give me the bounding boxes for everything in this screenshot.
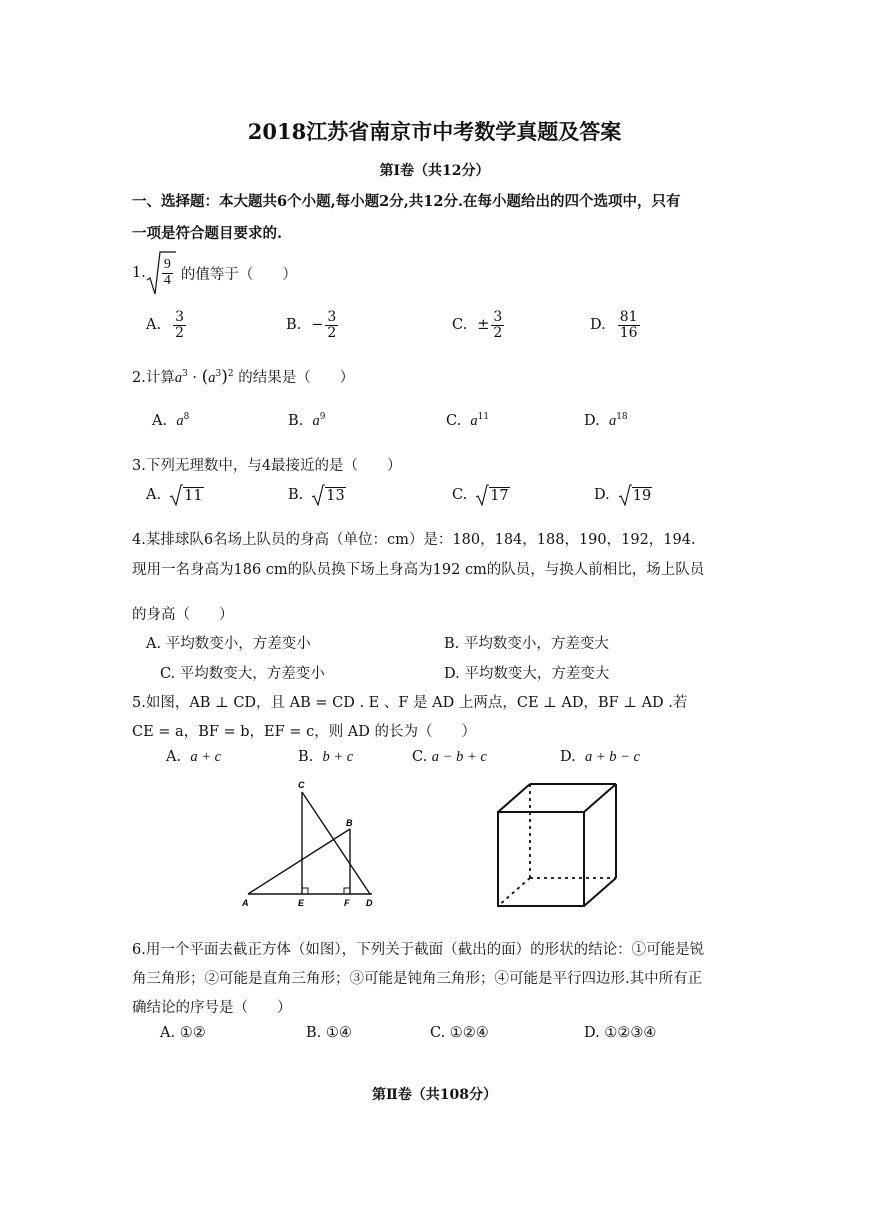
- q3-option-b: [288, 484, 346, 506]
- option-letter: B.: [286, 317, 302, 334]
- option-letter: A.: [146, 487, 162, 503]
- option-letter: D.: [444, 666, 460, 682]
- option-letter: C.: [412, 749, 428, 765]
- option-exp: 9: [319, 412, 326, 422]
- option-letter: D.: [584, 412, 600, 429]
- option-letter: A.: [152, 412, 168, 429]
- frac-den: 2: [493, 324, 503, 341]
- q5-option-a: [166, 749, 221, 766]
- option-radicand: 11: [184, 487, 203, 504]
- sqrt-radical-icon: [169, 484, 183, 506]
- q2-stem: 2.计算$a^3 \cdot (a^3)^2$ 的结果是（ ）: [132, 367, 355, 387]
- q1-radicand-num: 9: [163, 256, 171, 272]
- option-exp: 11: [477, 412, 490, 422]
- q2-exp3: 2: [227, 369, 234, 380]
- option-radicand: 13: [326, 487, 345, 504]
- option-sign: −: [311, 317, 324, 334]
- frac-den: 2: [327, 324, 337, 341]
- option-expr: a + b − c: [584, 749, 640, 765]
- q1-option-c: [452, 310, 506, 340]
- option-letter: D.: [584, 1025, 600, 1041]
- option-letter: B.: [288, 487, 304, 503]
- frac-num: 81: [619, 309, 638, 325]
- q4-option-d: [444, 662, 609, 683]
- cube-edge: [584, 784, 616, 812]
- q3-stem: 3.下列无理数中，与4最接近的是（ ）: [132, 458, 402, 474]
- frac-num: 3: [327, 309, 337, 325]
- right-angle-f-icon: [344, 888, 350, 894]
- option-text: 平均数变大，方差变小: [179, 666, 325, 682]
- option-letter: B.: [298, 749, 314, 765]
- q1-radicand: [162, 258, 173, 288]
- q2-option-c: [446, 412, 489, 430]
- option-exp: 8: [183, 412, 190, 422]
- right-angle-e-icon: [302, 888, 308, 894]
- segment-ab: [248, 829, 350, 894]
- frac-num: 3: [493, 309, 503, 325]
- page-title: 2018江苏省南京市中考数学真题及答案: [247, 119, 622, 144]
- option-text: 平均数变小，方差变大: [463, 636, 609, 652]
- option-letter: B.: [288, 412, 304, 429]
- option-base: a: [608, 412, 617, 429]
- label-e: E: [298, 898, 305, 908]
- label-b: B: [346, 818, 353, 828]
- option-exp: 18: [616, 412, 628, 422]
- q4-line2: 现用一名身高为186 cm的队员换下场上身高为192 cm的队员，与换人前相比，场上队员: [132, 562, 705, 578]
- q2-exp1: 3: [182, 369, 188, 380]
- q6-option-a: [160, 1025, 206, 1041]
- q4-option-b: [444, 632, 609, 653]
- q6-line2: 角三角形；②可能是直角三角形；③可能是钝角三角形；④可能是平行四边形.其中所有正: [132, 971, 703, 987]
- q5-line2: CE = a，BF = b，EF = c，则 AD 的长为（ ）: [132, 724, 477, 740]
- q2-prefix: 2.计算: [132, 370, 175, 386]
- frac-den: 2: [175, 324, 185, 341]
- cube-figure: [490, 778, 630, 912]
- option-radicand: 19: [632, 487, 652, 504]
- option-letter: C.: [160, 666, 176, 682]
- option-text: ①②③④: [604, 1025, 657, 1041]
- q2-base: a: [174, 370, 183, 386]
- frac-den: 16: [619, 324, 638, 341]
- option-expr: a + c: [190, 749, 222, 765]
- q5-option-c: [412, 749, 487, 766]
- option-letter: B.: [306, 1025, 322, 1041]
- label-f: F: [344, 898, 350, 908]
- cube-edge: [584, 878, 616, 906]
- option-letter: A.: [146, 317, 162, 334]
- option-text: ①②④: [449, 1025, 489, 1041]
- q4-option-c: [160, 662, 325, 683]
- q1-stem-text: 的值等于（ ）: [180, 266, 297, 283]
- q1-stem: [132, 250, 297, 296]
- option-letter: A.: [160, 1025, 176, 1041]
- label-d: D: [366, 898, 373, 908]
- q3-option-c: [452, 484, 510, 506]
- q6-option-b: [306, 1025, 352, 1041]
- option-radicand: 17: [490, 487, 509, 504]
- q5-line1: 5.如图，AB ⊥ CD，且 AB = CD . E 、F 是 AD 上两点，CE ⊥ AD，BF ⊥ AD .若: [132, 695, 688, 711]
- q6-line1: 6.用一个平面去截正方体（如图），下列关于截面（截出的面）的形状的结论：①可能是锐: [132, 942, 705, 958]
- frac-num: 3: [175, 309, 185, 325]
- sqrt-radical-icon: [475, 484, 489, 506]
- q1-option-b: [286, 310, 340, 340]
- option-base: a: [470, 412, 478, 429]
- q1-radicand-den: 4: [163, 272, 171, 288]
- option-letter: B.: [444, 636, 460, 652]
- q6-option-d: [584, 1025, 656, 1041]
- q5-geometry-figure: [236, 776, 382, 912]
- option-base: a: [312, 412, 320, 429]
- q6-line3: 确结论的序号是（ ）: [132, 1000, 292, 1016]
- q3-option-d: [594, 484, 652, 506]
- option-text: 平均数变小，方差变小: [165, 636, 311, 652]
- part2-heading: 第Ⅱ卷（共108分）: [371, 1087, 498, 1103]
- option-letter: A.: [146, 636, 162, 652]
- q2-option-a: [152, 412, 189, 430]
- option-text: ①②: [179, 1025, 206, 1041]
- q6-option-c: [430, 1025, 489, 1041]
- q4-line3: 的身高（ ）: [132, 607, 234, 623]
- cube-front-face: [498, 812, 584, 906]
- option-letter: D.: [594, 487, 610, 503]
- option-letter: C.: [452, 487, 468, 503]
- q4-line1: 4.某排球队6名场上队员的身高（单位：cm）是：180，184，188，190，192，194.: [132, 532, 696, 548]
- q2-option-d: [584, 412, 628, 430]
- q1-option-d: [590, 310, 642, 340]
- cube-edge: [498, 784, 530, 812]
- option-letter: C.: [452, 317, 468, 334]
- option-expr: a − b + c: [431, 749, 487, 765]
- section1-line2: 一项是符合题目要求的.: [132, 225, 283, 242]
- sqrt-radical-icon: [618, 484, 632, 506]
- option-sign: ±: [477, 317, 490, 334]
- q2-exp2: 3: [215, 369, 222, 380]
- part1-heading: 第Ⅰ卷（共12分）: [379, 163, 490, 179]
- option-letter: C.: [430, 1025, 446, 1041]
- q5-option-b: [298, 749, 353, 766]
- sqrt-radical-icon: [311, 484, 325, 506]
- option-expr: b + c: [322, 749, 354, 765]
- segment-cd: [302, 792, 370, 894]
- option-letter: D.: [560, 749, 576, 765]
- q1-number: 1.: [132, 265, 146, 281]
- q4-option-a: [146, 632, 311, 653]
- section1-line1: 一、选择题：本大题共6个小题,每小题2分,共12分.在每小题给出的四个选项中，只有: [132, 193, 681, 210]
- q5-option-d: [560, 749, 640, 766]
- label-c: C: [298, 780, 305, 790]
- label-a: A: [242, 898, 249, 908]
- option-letter: C.: [446, 412, 462, 429]
- q3-option-a: [146, 484, 204, 506]
- option-letter: D.: [590, 317, 606, 334]
- q2-option-b: [288, 412, 325, 430]
- cube-hidden-edge: [498, 878, 530, 906]
- option-letter: A.: [166, 749, 182, 765]
- option-text: ①④: [325, 1025, 352, 1041]
- option-base: a: [176, 412, 184, 429]
- option-text: 平均数变大，方差变大: [464, 666, 610, 682]
- q2-base-inner: a: [208, 370, 216, 386]
- q1-option-a: [146, 310, 188, 340]
- q2-stem-text: 的结果是（ ）: [238, 370, 355, 386]
